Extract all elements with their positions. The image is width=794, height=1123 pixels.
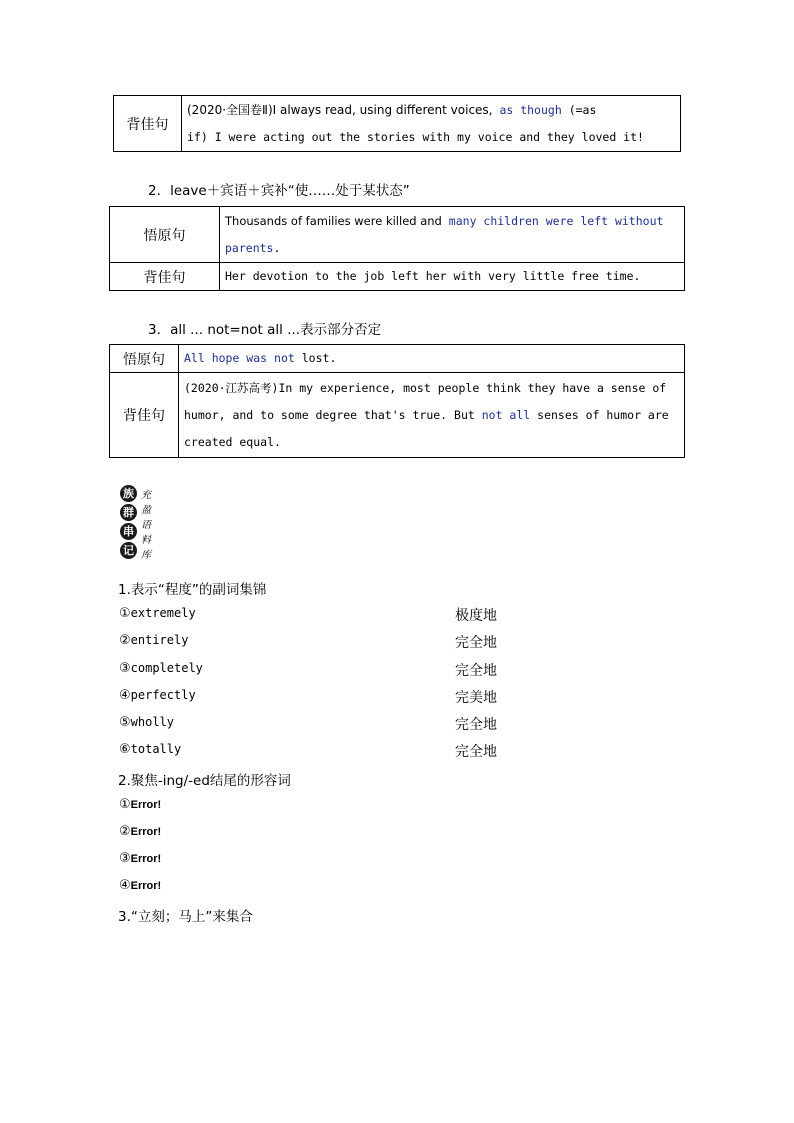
section3-row1-c: lost.	[301, 351, 337, 365]
table1-line2: if) I were acting out the stories with my voice and they loved it!	[187, 129, 644, 144]
section2-row1-highlight: many children were left without	[448, 213, 664, 228]
section2-row1-a: Thousands of families were killed and	[225, 213, 442, 228]
table1-label: 背佳句	[114, 96, 182, 152]
section3-row2-label: 背佳句	[110, 373, 179, 458]
logo-side-4: 料	[141, 535, 151, 546]
list-item: ②entirely	[119, 633, 189, 648]
table-best-sentence-1	[113, 95, 681, 152]
logo-char-3: 串	[120, 523, 137, 540]
list-item: ④Error!	[119, 878, 162, 893]
list3-heading: 3.“立刻；马上”来集合	[118, 909, 253, 925]
list-item: ③Error!	[119, 851, 162, 866]
logo-side-3: 语	[141, 520, 151, 531]
logo-char-1: 族	[120, 485, 137, 502]
section3-heading: 3．all ... not=not all ...表示部分否定	[148, 322, 382, 338]
logo-side-1: 充	[141, 490, 151, 501]
table1-line1-c: (=as	[568, 102, 597, 117]
list-item: ③completely	[119, 661, 203, 676]
list-item: ⑥totally	[119, 742, 182, 757]
section2-row1-label: 悟原句	[110, 207, 220, 263]
section2-row2-body: Her devotion to the job left her with very little free time.	[220, 263, 685, 291]
list1-heading: 1.表示“程度”的副词集锦	[118, 582, 267, 598]
logo-char-4: 记	[120, 542, 137, 559]
section3-row2-body	[179, 373, 685, 458]
logo-side-2: 盈	[141, 505, 151, 516]
list2-heading: 2.聚焦-ing/-ed结尾的形容词	[118, 773, 291, 789]
list-item-translation: 完全地	[455, 635, 497, 651]
section3-row1-label: 悟原句	[110, 345, 179, 373]
list-item-translation: 完全地	[455, 663, 497, 679]
section3-row2-line2-c: senses of humor are	[537, 407, 669, 422]
table-section3	[109, 344, 685, 458]
section2-row2-label: 背佳句	[110, 263, 220, 291]
section3-row2-line1: (2020·江苏高考)In my experience, most people think they have a sense of	[184, 380, 667, 395]
table1-line1-a: (2020·全国卷Ⅱ)I always read, using different voices,	[187, 102, 493, 117]
list-item-translation: 极度地	[455, 608, 497, 624]
list-item: ⑤wholly	[119, 715, 175, 730]
table1-highlight: as though	[499, 102, 562, 117]
section3-row2-not-all: not all	[481, 407, 531, 422]
section2-heading: 2．leave＋宾语＋宾补“使……处于某状态”	[148, 183, 410, 199]
list-item-translation: 完全地	[455, 744, 497, 760]
table1-body	[182, 96, 681, 152]
list-item: ①Error!	[119, 797, 162, 812]
section2-row1-body	[220, 207, 685, 263]
list-item: ②Error!	[119, 824, 162, 839]
logo-char-2: 群	[120, 504, 137, 521]
list-item: ④perfectly	[119, 688, 196, 703]
section3-row1-not: not	[274, 351, 295, 365]
section3-row1-body	[179, 345, 685, 373]
section2-row1-parents: parents	[225, 240, 274, 255]
section2-row1-period: .	[273, 240, 281, 255]
table-section2	[109, 206, 685, 291]
logo-side-5: 库	[141, 550, 151, 561]
list-item-translation: 完美地	[455, 690, 497, 706]
section3-row2-line3: created equal.	[184, 434, 281, 449]
list-item-translation: 完全地	[455, 717, 497, 733]
section3-row1-a: All hope was	[184, 351, 268, 365]
section3-row2-line2-a: humor, and to some degree that's true. But	[184, 407, 475, 422]
list-item: ①extremely	[119, 606, 196, 621]
